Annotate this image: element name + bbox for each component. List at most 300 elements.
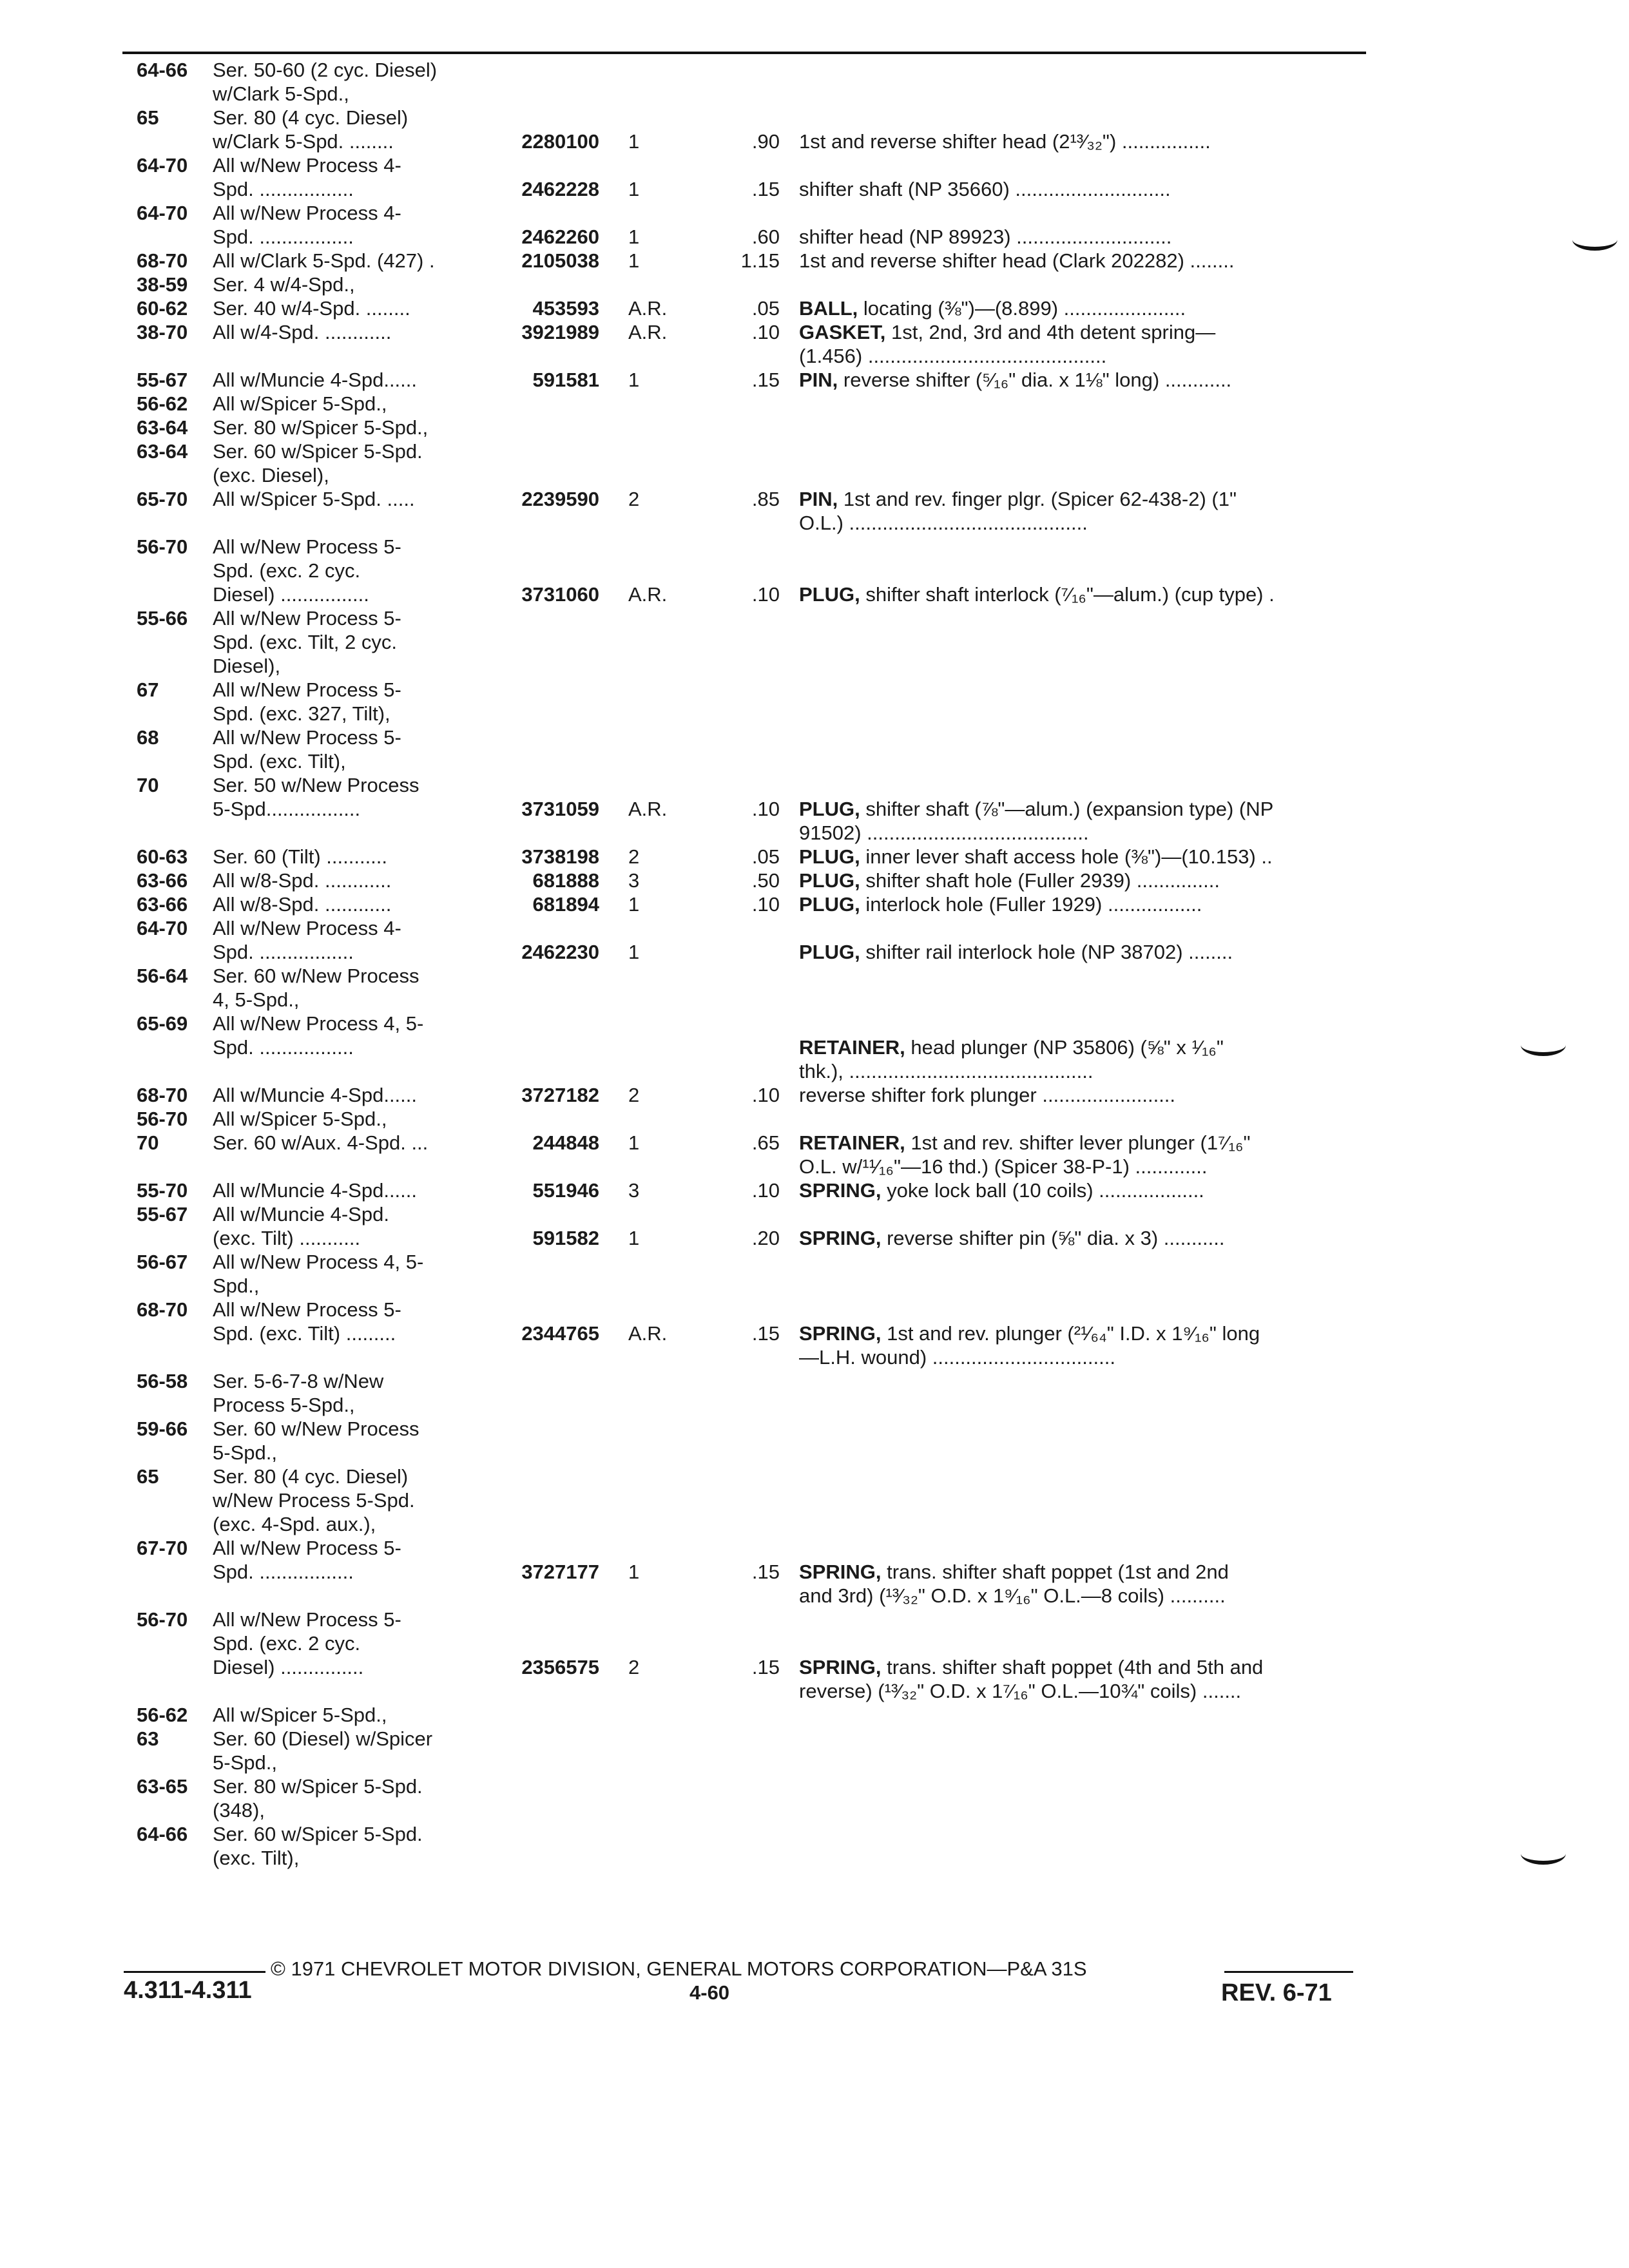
application: All w/New Process 5- xyxy=(213,726,401,749)
footer-revision: REV. 6-71 xyxy=(1221,1979,1332,2006)
model-years: 70 xyxy=(137,774,159,796)
item-detail: reverse shifter fork plunger ........................ xyxy=(799,1084,1176,1106)
catalog-row xyxy=(0,177,1629,201)
model-years: 68 xyxy=(137,726,159,749)
catalog-row xyxy=(0,1703,1629,1727)
item-detail: and 3rd) (¹³⁄₃₂" O.D. x 1⁹⁄₁₆" O.L.—8 coils) .......... xyxy=(799,1584,1226,1607)
item-detail: —L.H. wound) ................................. xyxy=(799,1346,1115,1369)
quantity: 1 xyxy=(628,249,640,272)
description xyxy=(799,511,1088,535)
binder-tick-1 xyxy=(1572,229,1617,251)
list-price: .10 xyxy=(751,893,780,916)
application: w/Clark 5-Spd. ........ xyxy=(213,130,394,153)
model-years: 38-70 xyxy=(137,321,188,343)
catalog-row xyxy=(0,487,1629,511)
catalog-row xyxy=(0,1751,1629,1774)
model-years: 63 xyxy=(137,1727,159,1750)
part-number: 2462260 xyxy=(521,226,599,248)
model-years: 56-62 xyxy=(137,1704,188,1726)
application: Ser. 5-6-7-8 w/New xyxy=(213,1370,384,1392)
item-detail: 1st and reverse shifter head (Clark 202282) ........ xyxy=(799,249,1235,272)
list-price: .10 xyxy=(751,583,780,606)
description xyxy=(799,1679,1241,1703)
catalog-row xyxy=(0,726,1629,749)
catalog-row xyxy=(0,1822,1629,1846)
application: Ser. 4 w/4-Spd., xyxy=(213,273,355,296)
application: Spd. ................. xyxy=(213,941,354,963)
model-years: 56-58 xyxy=(137,1370,188,1392)
quantity: 1 xyxy=(628,226,640,248)
application: (exc. Tilt) ........... xyxy=(213,1227,361,1249)
description xyxy=(799,1083,1175,1107)
model-years: 56-70 xyxy=(137,1108,188,1130)
model-years: 59-66 xyxy=(137,1418,188,1440)
catalog-row xyxy=(0,1345,1629,1369)
description xyxy=(799,845,1273,869)
application: Diesel), xyxy=(213,655,281,677)
list-price: .50 xyxy=(751,869,780,892)
quantity: 1 xyxy=(628,1561,640,1583)
quantity: 1 xyxy=(628,1227,640,1249)
list-price: .10 xyxy=(751,798,780,820)
item-detail: head plunger (NP 35806) (⅝" x ¹⁄₁₆" xyxy=(905,1036,1224,1059)
application: Spd. (exc. 2 cyc. xyxy=(213,559,361,582)
application: Spd. ................. xyxy=(213,178,354,200)
model-years: 63-66 xyxy=(137,869,188,892)
list-price: .15 xyxy=(751,178,780,200)
application: Process 5-Spd., xyxy=(213,1394,355,1416)
catalog-row xyxy=(0,1059,1629,1083)
catalog-row xyxy=(0,630,1629,654)
description xyxy=(799,1178,1204,1202)
catalog-row xyxy=(0,1250,1629,1274)
model-years: 65-69 xyxy=(137,1012,188,1035)
catalog-row xyxy=(0,654,1629,678)
model-years: 65 xyxy=(137,1465,159,1488)
catalog-row xyxy=(0,201,1629,225)
catalog-row xyxy=(0,1012,1629,1035)
footer-section-number: 4.311-4.311 xyxy=(124,1977,252,2004)
list-price: .60 xyxy=(751,226,780,248)
item-name: PLUG, xyxy=(799,845,860,868)
application: All w/New Process 5- xyxy=(213,678,401,701)
application: All w/8-Spd. ............ xyxy=(213,893,392,916)
model-years: 68-70 xyxy=(137,1298,188,1321)
catalog-row xyxy=(0,1083,1629,1107)
application: Ser. 60 w/New Process xyxy=(213,1418,419,1440)
application: w/New Process 5-Spd. xyxy=(213,1489,415,1512)
application: Ser. 60 w/Spicer 5-Spd. xyxy=(213,440,423,463)
catalog-row xyxy=(0,106,1629,130)
description xyxy=(799,582,1275,606)
footer-page-number: 4-60 xyxy=(689,1981,730,2004)
application: Ser. 60 (Diesel) w/Spicer xyxy=(213,1727,433,1750)
quantity: 2 xyxy=(628,1656,640,1678)
application: All w/Spicer 5-Spd., xyxy=(213,392,387,415)
part-number: 3921989 xyxy=(521,321,599,343)
model-years: 63-64 xyxy=(137,440,188,463)
list-price: .15 xyxy=(751,1322,780,1345)
application: All w/New Process 5- xyxy=(213,535,401,558)
part-number: 3731060 xyxy=(521,583,599,606)
item-detail: inner lever shaft access hole (⅜")—(10.153) .. xyxy=(860,845,1273,868)
item-detail: 1st and reverse shifter head (2¹³⁄₃₂") ................ xyxy=(799,130,1211,153)
list-price: .15 xyxy=(751,369,780,391)
catalog-row xyxy=(0,916,1629,940)
catalog-row xyxy=(0,892,1629,916)
item-detail: reverse shifter pin (⅝" dia. x 3) ........... xyxy=(881,1227,1225,1249)
item-detail: 1st, 2nd, 3rd and 4th detent spring— xyxy=(885,321,1216,343)
application: Spd. (exc. Tilt, 2 cyc. xyxy=(213,631,397,653)
catalog-row xyxy=(0,416,1629,439)
quantity: A.R. xyxy=(628,583,668,606)
catalog-row xyxy=(0,273,1629,296)
description xyxy=(799,249,1234,273)
part-number: 3731059 xyxy=(521,798,599,820)
catalog-row xyxy=(0,1441,1629,1465)
catalog-row xyxy=(0,749,1629,773)
application: Diesel) ................ xyxy=(213,583,369,606)
item-detail: shifter shaft interlock (⁷⁄₁₆"—alum.) (cup type) . xyxy=(860,583,1275,606)
catalog-row xyxy=(0,606,1629,630)
item-name: PLUG, xyxy=(799,941,860,963)
model-years: 67-70 xyxy=(137,1537,188,1559)
description xyxy=(799,130,1211,153)
catalog-row xyxy=(0,940,1629,964)
list-price: .90 xyxy=(751,130,780,153)
description xyxy=(799,797,1273,821)
catalog-row xyxy=(0,1298,1629,1321)
application: All w/Spicer 5-Spd., xyxy=(213,1704,387,1726)
description xyxy=(799,1584,1226,1608)
model-years: 64-66 xyxy=(137,59,188,81)
model-years: 55-67 xyxy=(137,1203,188,1225)
model-years: 68-70 xyxy=(137,249,188,272)
description xyxy=(799,1560,1229,1584)
model-years: 63-65 xyxy=(137,1775,188,1798)
item-detail: trans. shifter shaft poppet (1st and 2nd xyxy=(881,1561,1229,1583)
application: 5-Spd., xyxy=(213,1751,277,1774)
list-price: .65 xyxy=(751,1131,780,1154)
catalog-row xyxy=(0,1131,1629,1155)
description xyxy=(799,296,1186,320)
quantity: 1 xyxy=(628,130,640,153)
application: Ser. 50-60 (2 cyc. Diesel) xyxy=(213,59,438,81)
catalog-row xyxy=(0,1608,1629,1631)
item-name: BALL, xyxy=(799,297,858,320)
catalog-row xyxy=(0,1584,1629,1608)
catalog-row xyxy=(0,1035,1629,1059)
catalog-row xyxy=(0,1560,1629,1584)
description xyxy=(799,344,1106,368)
part-number: 2462228 xyxy=(521,178,599,200)
application: All w/Spicer 5-Spd. ..... xyxy=(213,488,415,510)
catalog-row xyxy=(0,797,1629,821)
description xyxy=(799,1155,1207,1178)
catalog-row xyxy=(0,1369,1629,1393)
catalog-row xyxy=(0,130,1629,153)
application: Spd. (exc. 327, Tilt), xyxy=(213,702,390,725)
catalog-row xyxy=(0,1727,1629,1751)
application: All w/New Process 5- xyxy=(213,607,401,629)
catalog-row xyxy=(0,58,1629,82)
application: All w/Spicer 5-Spd., xyxy=(213,1108,387,1130)
item-name: PLUG, xyxy=(799,583,860,606)
model-years: 64-70 xyxy=(137,202,188,224)
part-number: 3727177 xyxy=(521,1561,599,1583)
catalog-row xyxy=(0,368,1629,392)
model-years: 56-62 xyxy=(137,392,188,415)
application: Spd. (exc. Tilt), xyxy=(213,750,346,773)
part-number: 551946 xyxy=(532,1179,599,1202)
list-price: .85 xyxy=(751,488,780,510)
application: All w/Muncie 4-Spd...... xyxy=(213,369,418,391)
part-number: 453593 xyxy=(532,297,599,320)
application: Ser. 50 w/New Process xyxy=(213,774,419,796)
description xyxy=(799,1035,1224,1059)
item-name: SPRING, xyxy=(799,1227,882,1249)
catalog-row xyxy=(0,1321,1629,1345)
catalog-row xyxy=(0,1417,1629,1441)
item-detail: O.L.) ........................................... xyxy=(799,512,1088,534)
catalog-row xyxy=(0,535,1629,559)
catalog-row xyxy=(0,1393,1629,1417)
description xyxy=(799,1059,1093,1083)
catalog-row xyxy=(0,344,1629,368)
catalog-row xyxy=(0,1274,1629,1298)
part-number: 3727182 xyxy=(521,1084,599,1106)
application: All w/New Process 4- xyxy=(213,154,401,177)
quantity: 1 xyxy=(628,893,640,916)
top-rule xyxy=(122,52,1366,54)
item-name: PLUG, xyxy=(799,869,860,892)
item-name: PLUG, xyxy=(799,798,860,820)
description xyxy=(799,1345,1115,1369)
application: All w/New Process 5- xyxy=(213,1608,401,1631)
footer-copyright: © 1971 CHEVROLET MOTOR DIVISION, GENERAL MOTORS CORPORATION—P&A 31S xyxy=(271,1957,1087,1980)
part-number: 2280100 xyxy=(521,130,599,153)
application: (exc. 4-Spd. aux.), xyxy=(213,1513,376,1535)
model-years: 64-70 xyxy=(137,154,188,177)
quantity: 3 xyxy=(628,1179,640,1202)
quantity: 1 xyxy=(628,941,640,963)
item-name: PLUG, xyxy=(799,893,860,916)
application: (348), xyxy=(213,1799,265,1821)
quantity: A.R. xyxy=(628,297,668,320)
model-years: 68-70 xyxy=(137,1084,188,1106)
item-detail: reverse) (¹³⁄₃₂" O.D. x 1⁷⁄₁₆" O.L.—10¾" coils) ....... xyxy=(799,1680,1242,1702)
application: Ser. 60 w/Aux. 4-Spd. ... xyxy=(213,1131,429,1154)
item-name: RETAINER, xyxy=(799,1131,905,1154)
quantity: 2 xyxy=(628,1084,640,1106)
application: All w/New Process 4- xyxy=(213,917,401,939)
item-detail: locating (⅜")—(8.899) ...................... xyxy=(858,297,1186,320)
item-name: PIN, xyxy=(799,369,838,391)
catalog-row xyxy=(0,988,1629,1012)
catalog-row xyxy=(0,773,1629,797)
quantity: 2 xyxy=(628,845,640,868)
part-number: 681888 xyxy=(532,869,599,892)
catalog-row xyxy=(0,320,1629,344)
item-detail: O.L. w/¹¹⁄₁₆"—16 thd.) (Spicer 38-P-1) ............. xyxy=(799,1155,1208,1178)
list-price: .15 xyxy=(751,1561,780,1583)
description xyxy=(799,1226,1225,1250)
application: All w/New Process 5- xyxy=(213,1298,401,1321)
model-years: 56-70 xyxy=(137,1608,188,1631)
item-detail: shifter shaft (NP 35660) ............................ xyxy=(799,178,1171,200)
catalog-row xyxy=(0,249,1629,273)
quantity: A.R. xyxy=(628,1322,668,1345)
model-years: 63-64 xyxy=(137,416,188,439)
application: 5-Spd................. xyxy=(213,798,361,820)
list-price: .10 xyxy=(751,1179,780,1202)
catalog-row xyxy=(0,1798,1629,1822)
catalog-row xyxy=(0,511,1629,535)
application: Ser. 80 w/Spicer 5-Spd., xyxy=(213,416,429,439)
item-detail: shifter head (NP 89923) ............................ xyxy=(799,226,1172,248)
catalog-row xyxy=(0,1488,1629,1512)
list-price: .05 xyxy=(751,297,780,320)
catalog-row xyxy=(0,869,1629,892)
item-detail: shifter rail interlock hole (NP 38702) ........ xyxy=(860,941,1233,963)
item-detail: 1st and rev. shifter lever plunger (1⁷⁄₁₆" xyxy=(905,1131,1251,1154)
item-name: SPRING, xyxy=(799,1179,882,1202)
binder-tick-2 xyxy=(1521,1034,1566,1056)
model-years: 64-66 xyxy=(137,1823,188,1845)
description xyxy=(799,368,1231,392)
quantity: 1 xyxy=(628,178,640,200)
application: Spd. ................. xyxy=(213,226,354,248)
catalog-row xyxy=(0,964,1629,988)
item-detail: 91502) ........................................ xyxy=(799,822,1089,844)
catalog-row xyxy=(0,1202,1629,1226)
application: All w/New Process 5- xyxy=(213,1537,401,1559)
catalog-row xyxy=(0,82,1629,106)
description xyxy=(799,1321,1260,1345)
binder-tick-3 xyxy=(1521,1843,1566,1865)
description xyxy=(799,487,1237,511)
list-price: .10 xyxy=(751,1084,780,1106)
application: Ser. 80 (4 cyc. Diesel) xyxy=(213,1465,409,1488)
part-number: 2344765 xyxy=(521,1322,599,1345)
application: Spd. (exc. Tilt) ......... xyxy=(213,1322,396,1345)
catalog-row xyxy=(0,582,1629,606)
application: (exc. Tilt), xyxy=(213,1847,300,1869)
application: All w/Muncie 4-Spd...... xyxy=(213,1179,418,1202)
application: All w/4-Spd. ............ xyxy=(213,321,392,343)
model-years: 56-67 xyxy=(137,1251,188,1273)
model-years: 65-70 xyxy=(137,488,188,510)
catalog-row xyxy=(0,1512,1629,1536)
model-years: 60-62 xyxy=(137,297,188,320)
catalog-row xyxy=(0,845,1629,869)
application: All w/New Process 4, 5- xyxy=(213,1251,424,1273)
application: Spd. ................. xyxy=(213,1561,354,1583)
part-number: 591581 xyxy=(532,369,599,391)
part-number: 681894 xyxy=(532,893,599,916)
part-number: 2356575 xyxy=(521,1656,599,1678)
catalog-row xyxy=(0,225,1629,249)
item-detail: 1st and rev. plunger (²¹⁄₆₄" I.D. x 1⁹⁄₁₆" long xyxy=(881,1322,1260,1345)
application: Spd. (exc. 2 cyc. xyxy=(213,1632,361,1655)
model-years: 65 xyxy=(137,106,159,129)
application: All w/Muncie 4-Spd. xyxy=(213,1203,389,1225)
model-years: 64-70 xyxy=(137,917,188,939)
item-detail: 1st and rev. finger plgr. (Spicer 62-438-2) (1" xyxy=(838,488,1237,510)
catalog-row xyxy=(0,1631,1629,1655)
catalog-row xyxy=(0,296,1629,320)
description xyxy=(799,177,1171,201)
footer-rule-right xyxy=(1224,1971,1353,1973)
list-price: .15 xyxy=(751,1656,780,1678)
description xyxy=(799,225,1171,249)
application: 4, 5-Spd., xyxy=(213,988,300,1011)
catalog-row xyxy=(0,559,1629,582)
item-name: RETAINER, xyxy=(799,1036,905,1059)
catalog-row xyxy=(0,1846,1629,1870)
application: Ser. 60 w/Spicer 5-Spd. xyxy=(213,1823,423,1845)
item-detail: shifter shaft hole (Fuller 2939) ............... xyxy=(860,869,1220,892)
part-number: 591582 xyxy=(532,1227,599,1249)
item-detail: reverse shifter (⁵⁄₁₆" dia. x 1⅛" long) ............ xyxy=(838,369,1232,391)
application: Ser. 80 (4 cyc. Diesel) xyxy=(213,106,409,129)
application: Ser. 80 w/Spicer 5-Spd. xyxy=(213,1775,423,1798)
model-years: 38-59 xyxy=(137,273,188,296)
item-detail: interlock hole (Fuller 1929) ................. xyxy=(860,893,1202,916)
catalog-row xyxy=(0,463,1629,487)
catalog-row xyxy=(0,153,1629,177)
model-years: 56-64 xyxy=(137,965,188,987)
item-name: GASKET, xyxy=(799,321,886,343)
model-years: 55-66 xyxy=(137,607,188,629)
item-detail: yoke lock ball (10 coils) ................... xyxy=(881,1179,1204,1202)
quantity: 2 xyxy=(628,488,640,510)
quantity: 1 xyxy=(628,1131,640,1154)
list-price: .05 xyxy=(751,845,780,868)
item-detail: shifter shaft (⅞"—alum.) (expansion type) (NP xyxy=(860,798,1274,820)
application: Spd. ................. xyxy=(213,1036,354,1059)
quantity: A.R. xyxy=(628,798,668,820)
description xyxy=(799,892,1202,916)
list-price: .10 xyxy=(751,321,780,343)
model-years: 55-67 xyxy=(137,369,188,391)
application: Ser. 60 (Tilt) ........... xyxy=(213,845,388,868)
catalog-row xyxy=(0,1107,1629,1131)
model-years: 55-70 xyxy=(137,1179,188,1202)
description xyxy=(799,821,1089,845)
model-years: 56-70 xyxy=(137,535,188,558)
catalog-row xyxy=(0,1536,1629,1560)
catalog-row xyxy=(0,1178,1629,1202)
catalog-row xyxy=(0,392,1629,416)
catalog-row xyxy=(0,439,1629,463)
list-price: 1.15 xyxy=(740,249,780,272)
application: All w/8-Spd. ............ xyxy=(213,869,392,892)
catalog-row xyxy=(0,821,1629,845)
application: Ser. 40 w/4-Spd. ........ xyxy=(213,297,410,320)
part-number: 2462230 xyxy=(521,941,599,963)
catalog-row xyxy=(0,1774,1629,1798)
quantity: A.R. xyxy=(628,321,668,343)
application: Ser. 60 w/New Process xyxy=(213,965,419,987)
application: Spd., xyxy=(213,1274,260,1297)
item-name: PIN, xyxy=(799,488,838,510)
catalog-row xyxy=(0,1155,1629,1178)
list-price: .20 xyxy=(751,1227,780,1249)
catalog-row xyxy=(0,1465,1629,1488)
quantity: 1 xyxy=(628,369,640,391)
part-number: 2239590 xyxy=(521,488,599,510)
